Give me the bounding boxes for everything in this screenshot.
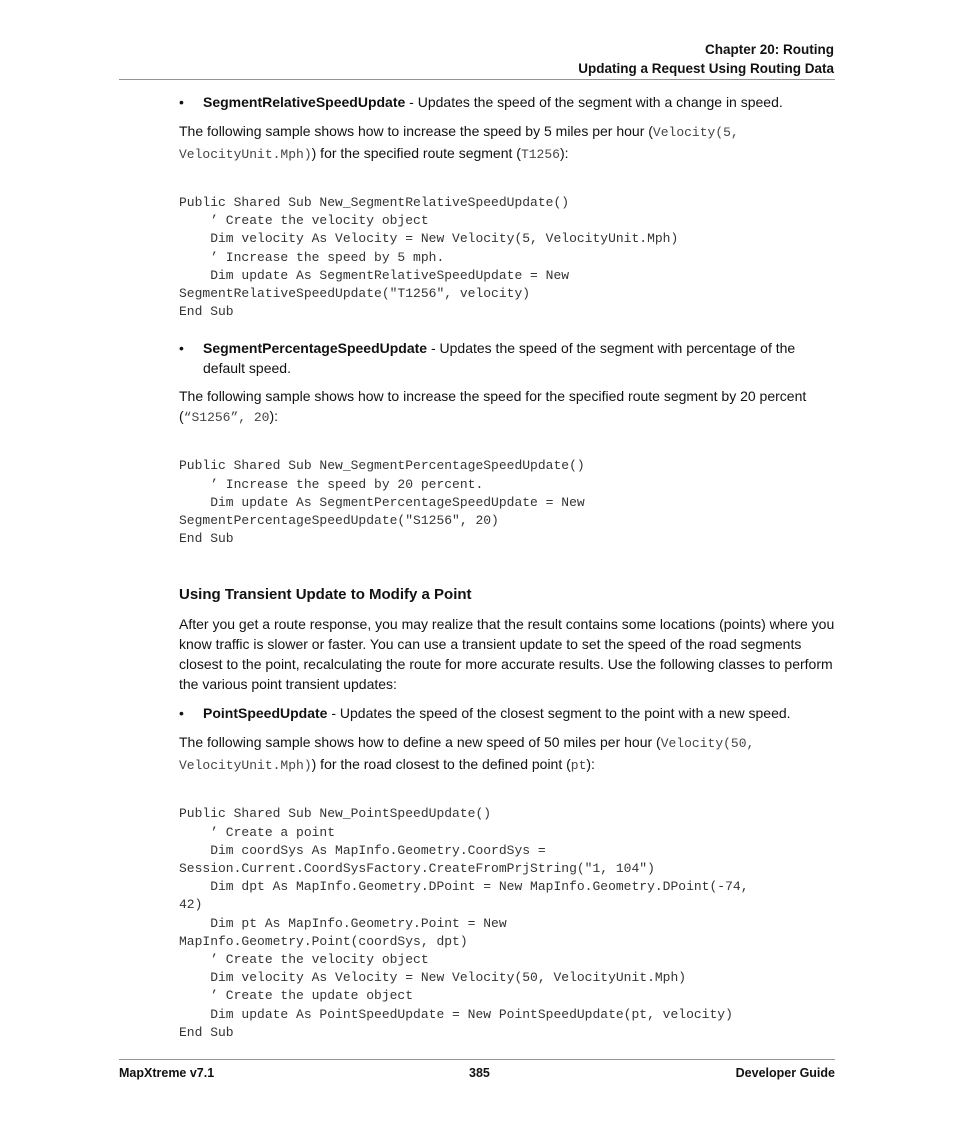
bullet-term: PointSpeedUpdate xyxy=(203,705,328,722)
bullet-term: SegmentPercentageSpeedUpdate xyxy=(203,340,428,357)
inline-code: VelocityUnit.Mph) xyxy=(179,147,312,162)
bullet-dot: • xyxy=(179,340,184,357)
footer-divider xyxy=(119,1059,835,1060)
footer-product: MapXtreme v7.1 xyxy=(119,1066,215,1080)
text: ) for the road closest to the defined point ( xyxy=(311,756,571,773)
inline-code: pt xyxy=(570,758,587,774)
inline-code: Velocity(5, xyxy=(652,125,739,140)
bullet-term: SegmentRelativeSpeedUpdate xyxy=(203,94,406,110)
page-number: 385 xyxy=(469,1066,490,1080)
bullet-point-speed xyxy=(179,703,839,723)
footer-guide: Developer Guide xyxy=(735,1066,835,1080)
inline-code: “S1256”, 20 xyxy=(183,410,270,426)
paragraph-sample-point xyxy=(179,732,839,776)
inline-code: VelocityUnit.Mph) xyxy=(179,758,312,774)
bullet-segment-relative xyxy=(179,92,839,112)
text: The following sample shows how to increase the speed for the specified route segment by 20 percent ( xyxy=(179,388,807,425)
code-block-point: Public Shared Sub New_PointSpeedUpdate() ’ Create a point Dim coordSys As MapInfo.Geometry.CoordSys = Session.Current.CoordSysFactory.CreateFromPrjString("1, 104") Dim dpt As MapInfo.Geometry.DPoint = New MapInfo.Geometry.DPoint(-74, 42) Dim pt As MapInfo.Geometry.Point = New MapInfo.Geometry.Point(coordSys, dpt) ’ Create the velocity object Dim velocity As Velocity = New Velocity(50, VelocityUnit.Mph) ’ Create the update object Dim update As PointSpeedUpdate = New PointSpeedUpdate(pt, velocity) End Sub xyxy=(179,806,749,1040)
bullet-desc: - Updates the speed of the segment with percentage of the default speed. xyxy=(203,340,796,377)
text: The following sample shows how to increase the speed by 5 miles per hour ( xyxy=(179,123,653,139)
inline-code: T1256 xyxy=(520,147,560,162)
bullet-dot: • xyxy=(179,705,184,722)
code-block-relative: Public Shared Sub New_SegmentRelativeSpeedUpdate() ’ Create the velocity object Dim velocity As Velocity = New Velocity(5, VelocityUnit.Mph) ’ Increase the speed by 5 mph. Dim update As SegmentRelativeSpeedUpdate = New SegmentRelativeSpeedUpdate("T1256", velocity) End Sub xyxy=(179,195,679,320)
text: ): xyxy=(559,145,569,161)
text: ): xyxy=(586,756,595,773)
code-block-percentage: Public Shared Sub New_SegmentPercentageSpeedUpdate() ’ Increase the speed by 20 percent. Dim update As SegmentPercentageSpeedUpdate = New SegmentPercentageSpeedUpdate("S1256", 20) End Sub xyxy=(179,458,585,547)
paragraph-transient: After you get a route response, you may realize that the result contains some locations (points) where you know traffic is slower or faster. You can use a transient update to set the speed of the road segments closest to the point, recalculating the route for more accurate results. Use the following classes to perform the various point transient updates: xyxy=(179,616,835,693)
section-heading: Using Transient Update to Modify a Point xyxy=(179,586,472,604)
header-divider xyxy=(119,79,835,80)
bullet-segment-percentage xyxy=(179,338,839,378)
page-body xyxy=(179,92,839,1042)
text: ): xyxy=(269,408,279,425)
bullet-desc: - Updates the speed of the closest segment to the point with a new speed. xyxy=(327,705,791,722)
chapter-title: Chapter 20: Routing xyxy=(704,42,834,57)
text: ) for the specified route segment ( xyxy=(311,145,521,161)
paragraph-sample-percentage xyxy=(179,386,839,428)
inline-code: Velocity(50, xyxy=(660,736,755,752)
section-title: Updating a Request Using Routing Data xyxy=(578,61,834,76)
bullet-desc: - Updates the speed of the segment with a change in speed. xyxy=(405,94,783,110)
paragraph-sample-relative xyxy=(179,121,839,165)
bullet-dot: • xyxy=(179,94,184,110)
text: The following sample shows how to define a new speed of 50 miles per hour ( xyxy=(179,734,661,751)
page-header xyxy=(578,40,834,78)
